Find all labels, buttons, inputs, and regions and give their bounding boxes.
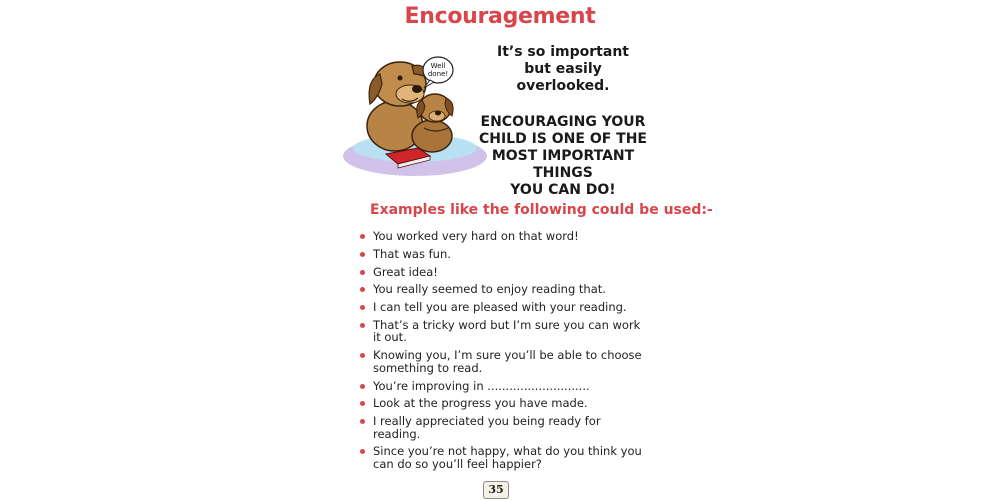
speech-bubble-line1: Well: [430, 62, 446, 70]
emphasis-text: [470, 114, 656, 199]
list-item-text: Great idea!: [373, 264, 438, 279]
list-item-text: Knowing you, I’m sure you’ll be able to choose something to read.: [373, 348, 642, 375]
list-item-text: I can tell you are pleased with your reading.: [373, 300, 627, 315]
bullet-icon: [360, 384, 365, 389]
page-number: 35: [483, 481, 509, 499]
list-item-text: You really seemed to enjoy reading that.: [373, 282, 606, 297]
list-item-text: Since you’re not happy, what do you think you can do so you’ll feel happier?: [373, 444, 642, 471]
list-item: [360, 415, 650, 440]
list-item-text: You’re improving in ............................: [373, 378, 590, 393]
list-item: [360, 397, 650, 410]
examples-heading: Examples like the following could be used:-: [370, 202, 713, 218]
list-item: [360, 349, 650, 374]
bullet-icon: [360, 401, 365, 406]
list-item: [360, 266, 650, 279]
list-item-text: That’s a tricky word but I’m sure you can work it out.: [373, 317, 641, 345]
emphasis-line: CHILD IS ONE OF THE: [478, 131, 647, 147]
list-item: [360, 230, 650, 243]
dogs-illustration: [340, 44, 490, 176]
speech-bubble-line2: done!: [427, 70, 449, 78]
list-item-text: I really appreciated you being ready for reading.: [373, 414, 601, 441]
list-item: [360, 301, 650, 314]
intro-text: [470, 44, 656, 95]
emphasis-line: YOU CAN DO!: [510, 182, 616, 198]
list-item: [360, 380, 650, 393]
list-item: [360, 445, 650, 470]
list-item: [360, 283, 650, 296]
list-item: [360, 248, 650, 261]
list-item-text: Look at the progress you have made.: [373, 396, 588, 411]
page-title: Encouragement: [404, 4, 596, 29]
intro-line: It’s so important: [497, 44, 629, 60]
list-item: [360, 319, 650, 344]
bullet-icon: [360, 353, 365, 358]
intro-line: overlooked.: [516, 78, 610, 94]
emphasis-line: MOST IMPORTANT THINGS: [491, 148, 635, 181]
bullet-icon: [360, 305, 365, 310]
list-item-text: That was fun.: [373, 246, 451, 261]
bullet-icon: [360, 234, 365, 239]
bullet-icon: [360, 323, 365, 328]
bullet-icon: [360, 449, 365, 454]
bullet-icon: [360, 270, 365, 275]
bullet-icon: [360, 419, 365, 424]
list-item-text: You worked very hard on that word!: [373, 229, 579, 243]
examples-list: [360, 230, 650, 476]
intro-line: but easily: [524, 61, 602, 77]
bullet-icon: [360, 252, 365, 257]
bullet-icon: [360, 287, 365, 292]
emphasis-line: ENCOURAGING YOUR: [480, 114, 646, 130]
